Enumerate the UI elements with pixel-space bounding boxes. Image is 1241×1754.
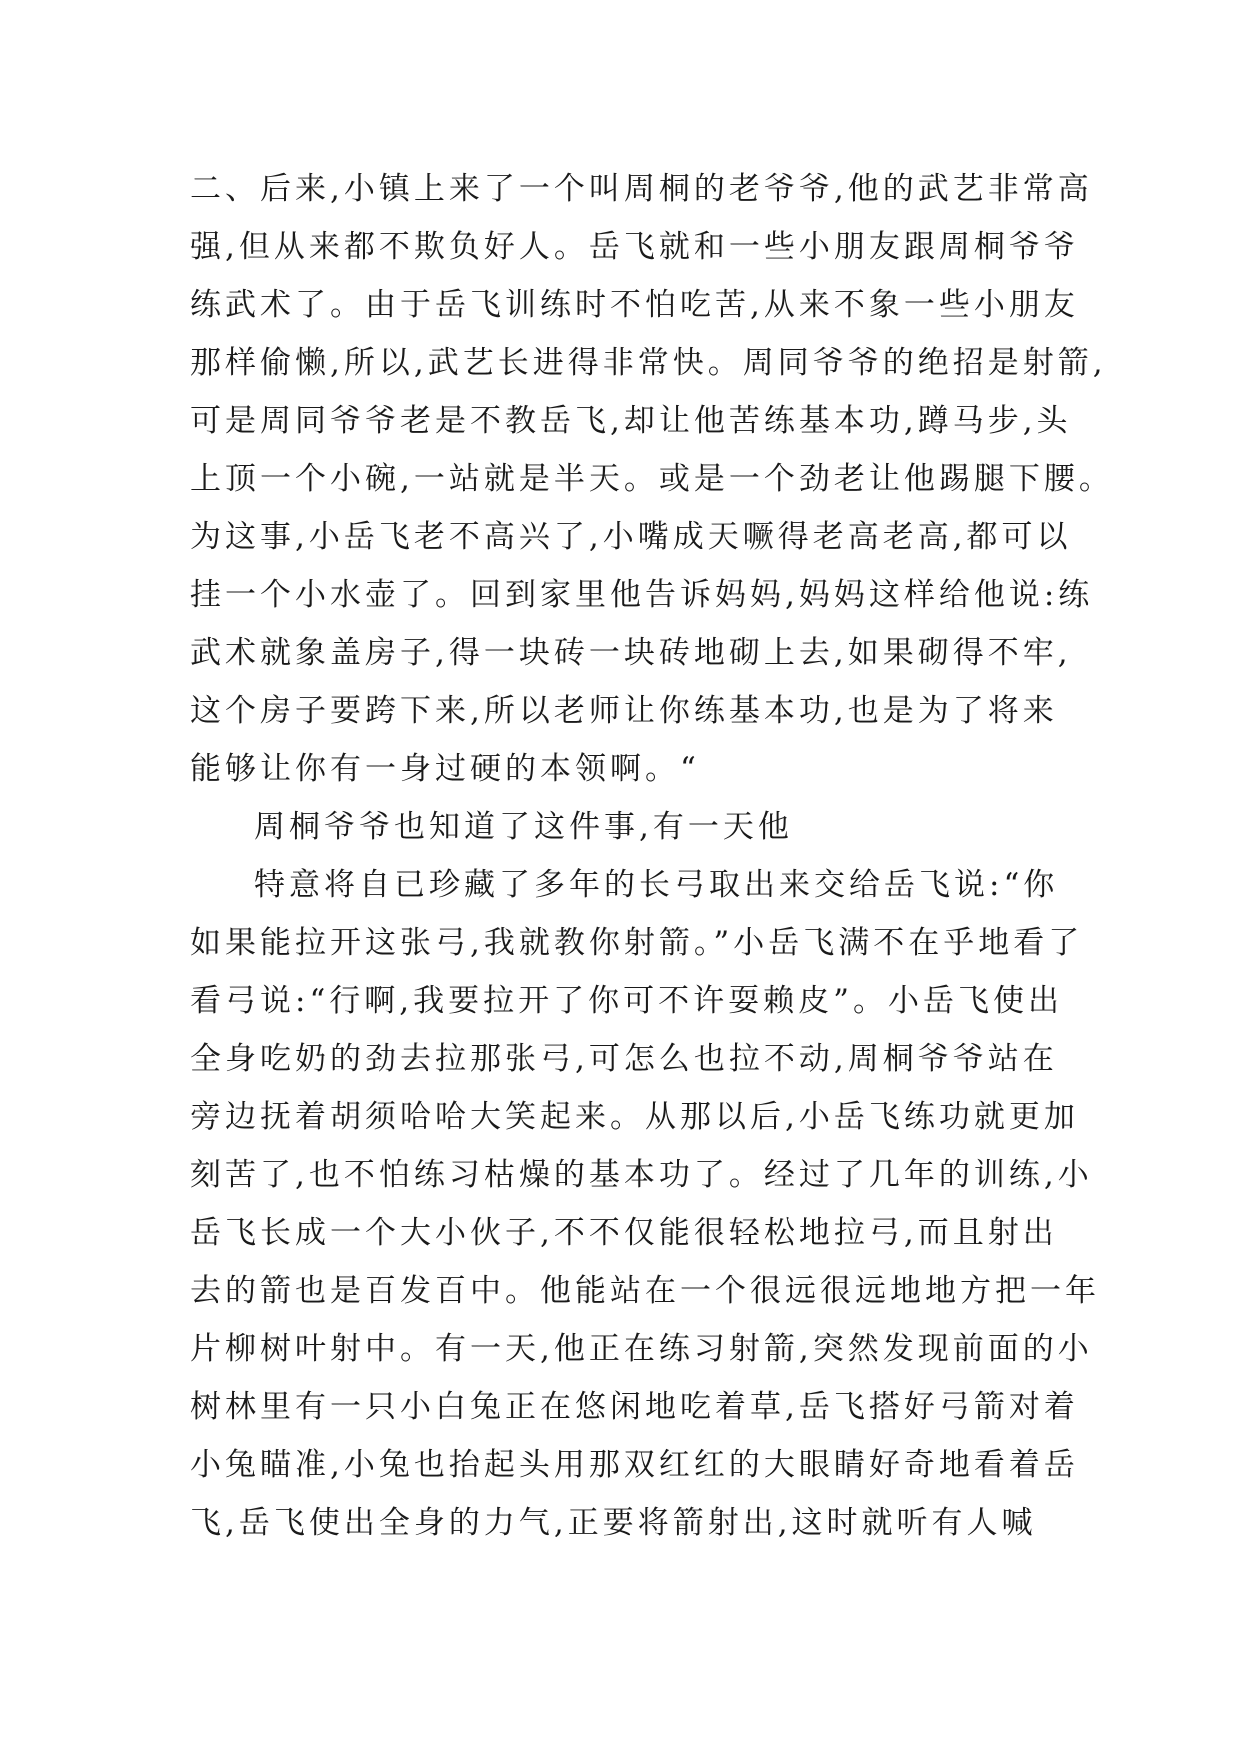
text-line: 那样偷懒,所以,武艺长进得非常快。周同爷爷的绝招是射箭, xyxy=(190,345,1107,381)
text-line: 片柳树叶射中。有一天,他正在练习射箭,突然发现前面的小 xyxy=(190,1331,1093,1367)
text-line: 旁边抚着胡须哈哈大笑起来。从那以后,小岳飞练功就更加 xyxy=(190,1099,1079,1135)
text-line: 岳飞长成一个大小伙子,不不仅能很轻松地拉弓,而且射出 xyxy=(190,1215,1058,1251)
text-line: 树林里有一只小白兔正在悠闲地吃着草,岳飞搭好弓箭对着 xyxy=(190,1389,1079,1425)
text-line: 练武术了。由于岳飞训练时不怕吃苦,从来不象一些小朋友 xyxy=(190,287,1079,323)
text-line: 为这事,小岳飞老不高兴了,小嘴成天噘得老高老高,都可以 xyxy=(190,519,1072,555)
body-text xyxy=(190,160,1114,1552)
text-line: 小兔瞄准,小兔也抬起头用那双红红的大眼睛好奇地看着岳 xyxy=(190,1447,1079,1483)
text-line: 二、后来,小镇上来了一个叫周桐的老爷爷,他的武艺非常高 xyxy=(190,171,1093,207)
paragraph-first-line: 特意将自已珍藏了多年的长弓取出来交给岳飞说:“你 xyxy=(254,867,1059,903)
text-line: 上顶一个小碗,一站就是半天。或是一个劲老让他踢腿下腰。 xyxy=(190,461,1114,497)
text-line: 可是周同爷爷老是不教岳飞,却让他苦练基本功,蹲马步,头 xyxy=(190,403,1072,439)
text-line: 如果能拉开这张弓,我就教你射箭。”小岳飞满不在乎地看了 xyxy=(190,925,1084,961)
text-line: 武术就象盖房子,得一块砖一块砖地砌上去,如果砌得不牢, xyxy=(190,635,1072,671)
text-line: 能够让你有一身过硬的本领啊。“ xyxy=(190,751,700,787)
text-line: 这个房子要跨下来,所以老师让你练基本功,也是为了将来 xyxy=(190,693,1058,729)
text-line: 刻苦了,也不怕练习枯燥的基本功了。经过了几年的训练,小 xyxy=(190,1157,1093,1193)
text-line: 看弓说:“行啊,我要拉开了你可不许耍赖皮”。小岳飞使出 xyxy=(190,983,1063,1019)
text-line: 去的箭也是百发百中。他能站在一个很远很远地地方把一年 xyxy=(190,1273,1100,1309)
paragraph-first-line: 周桐爷爷也知道了这件事,有一天他 xyxy=(254,809,793,845)
text-line: 飞,岳飞使出全身的力气,正要将箭射出,这时就听有人喊 xyxy=(190,1505,1037,1541)
text-line: 强,但从来都不欺负好人。岳飞就和一些小朋友跟周桐爷爷 xyxy=(190,229,1079,265)
text-line: 挂一个小水壶了。回到家里他告诉妈妈,妈妈这样给他说:练 xyxy=(190,577,1094,613)
text-line: 全身吃奶的劲去拉那张弓,可怎么也拉不动,周桐爷爷站在 xyxy=(190,1041,1058,1077)
